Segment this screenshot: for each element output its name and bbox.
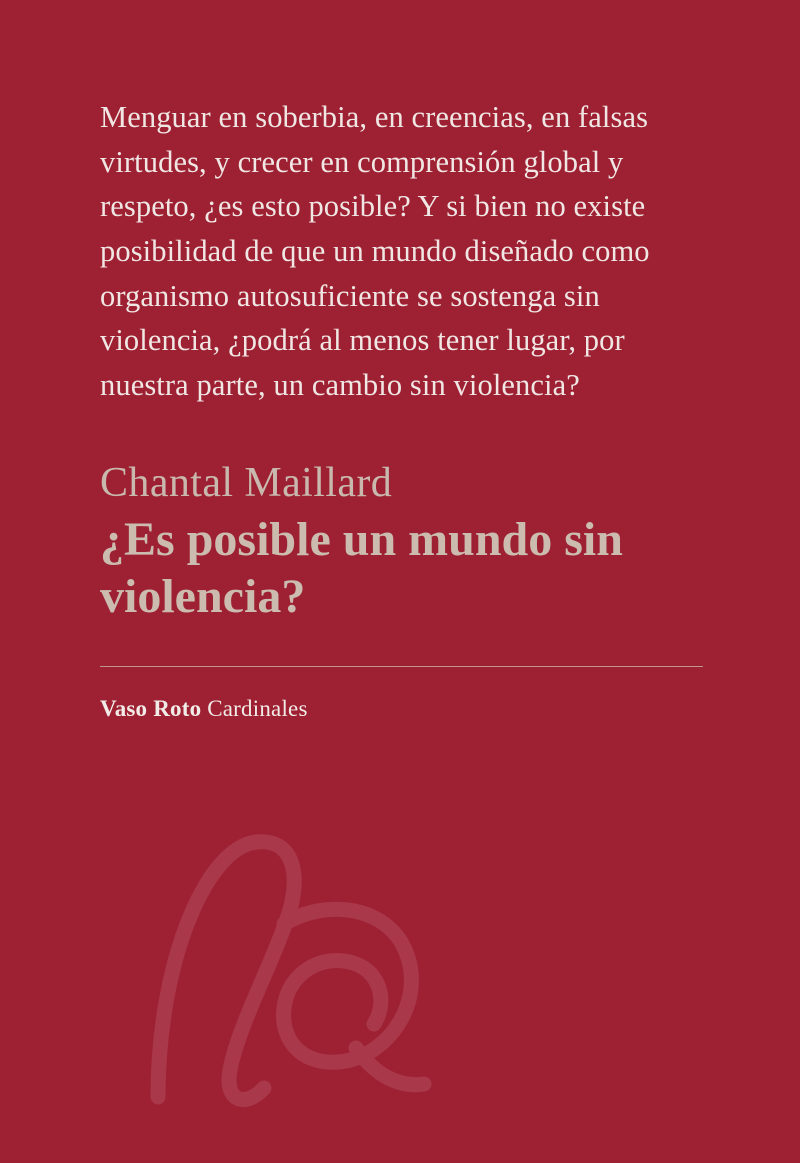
book-title: ¿Es posible un mundo sin violencia? bbox=[100, 512, 623, 624]
vaso-roto-monogram-icon bbox=[88, 812, 468, 1112]
cover-blurb: Menguar en soberbia, en creencias, en falsas virtudes, y crecer en comprensión global y respeto, ¿es esto posible? Y si bien no existe posibilidad de que un mundo diseñado como organismo autosuficiente se sostenga sin violencia, ¿podrá al menos tener lugar, por nuestra parte, un cambio sin violencia? bbox=[100, 100, 650, 403]
divider bbox=[100, 666, 703, 667]
imprint-name: Vaso Roto bbox=[100, 695, 202, 721]
collection-name: Cardinales bbox=[207, 695, 308, 721]
author-name: Chantal Maillard bbox=[100, 459, 393, 506]
publisher-line bbox=[100, 696, 704, 722]
